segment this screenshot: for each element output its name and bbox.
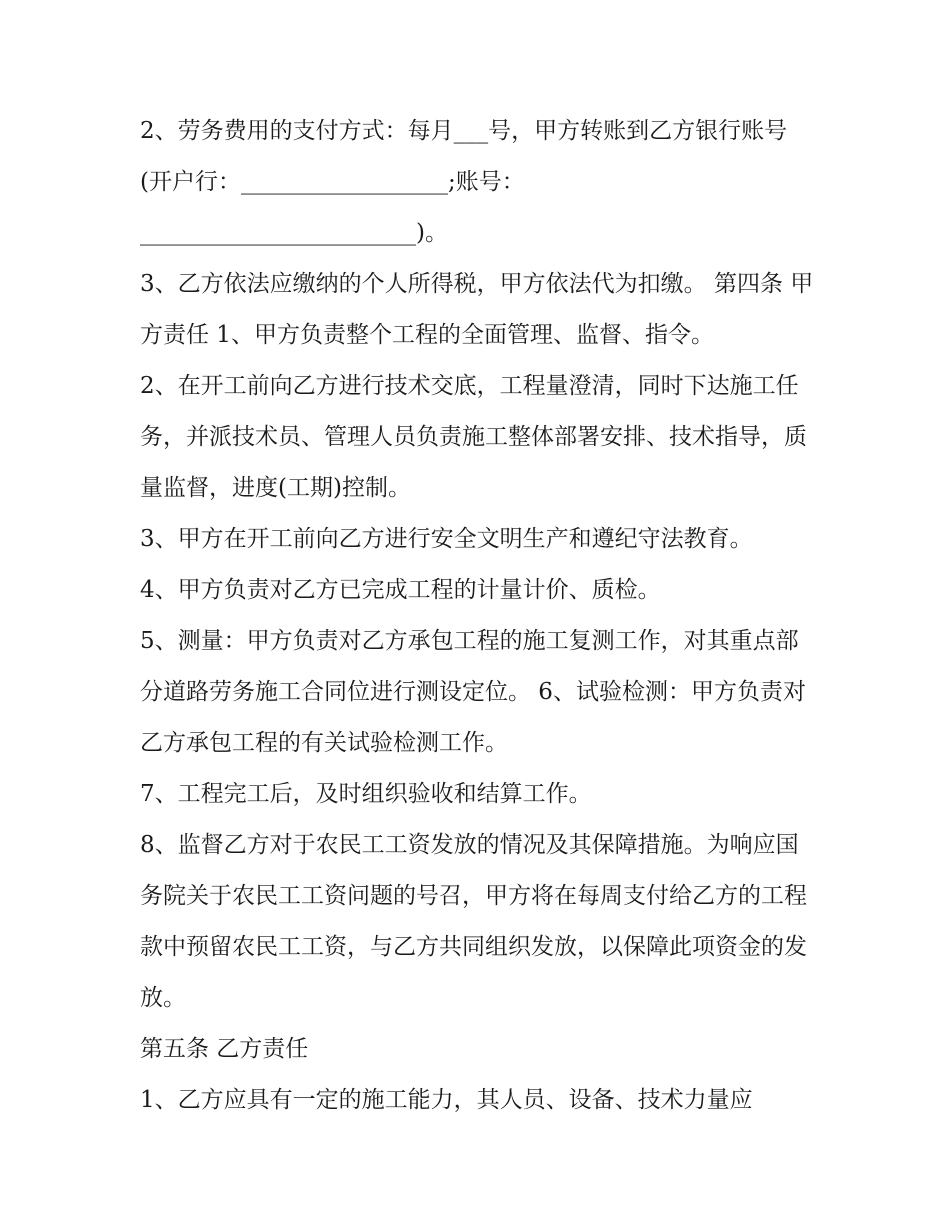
- paragraph-quality-inspection: 4、甲方负责对乙方已完成工程的计量计价、质检。: [140, 577, 661, 603]
- paragraph-wage-supervision: 8、监督乙方对于农民工工资发放的情况及其保障措施。为响应国务院关于农民工工资问题的号召，甲方将在每周支付给乙方的工程款中预留农民工工资，与乙方共同组织发放，以保障此项资金的发放。: [140, 832, 807, 1011]
- paragraph-income-tax: 3、乙方依法应缴纳的个人所得税，甲方依法代为扣缴。 第四条 甲方责任 1、甲方负责整个工程的全面管理、监督、指令。: [140, 271, 814, 348]
- section-heading-article-five: 第五条 乙方责任: [140, 1036, 309, 1062]
- paragraph-surveying: 5、测量：甲方负责对乙方承包工程的施工复测工作，对其重点部分道路劳务施工合同位进行测设定位。 6、试验检测：甲方负责对乙方承包工程的有关试验检测工作。: [140, 628, 806, 756]
- paragraph-acceptance: 7、工程完工后，及时组织验收和结算工作。: [140, 781, 592, 807]
- paragraph-safety-education: 3、甲方在开工前向乙方进行安全文明生产和遵纪守法教育。: [140, 526, 753, 552]
- paragraph-payment-method: 2、劳务费用的支付方式：每月___号，甲方转账到乙方银行账号(开户行：__________________;账号：________________________)。: [140, 118, 788, 246]
- paragraph-construction-capacity: 1、乙方应具有一定的施工能力，其人员、设备、技术力量应: [140, 1087, 753, 1113]
- paragraph-technical-briefing: 2、在开工前向乙方进行技术交底，工程量澄清，同时下达施工任务，并派技术员、管理人员负责施工整体部署安排、技术指导，质量监督，进度(工期)控制。: [140, 373, 807, 501]
- document-body: [140, 106, 815, 1126]
